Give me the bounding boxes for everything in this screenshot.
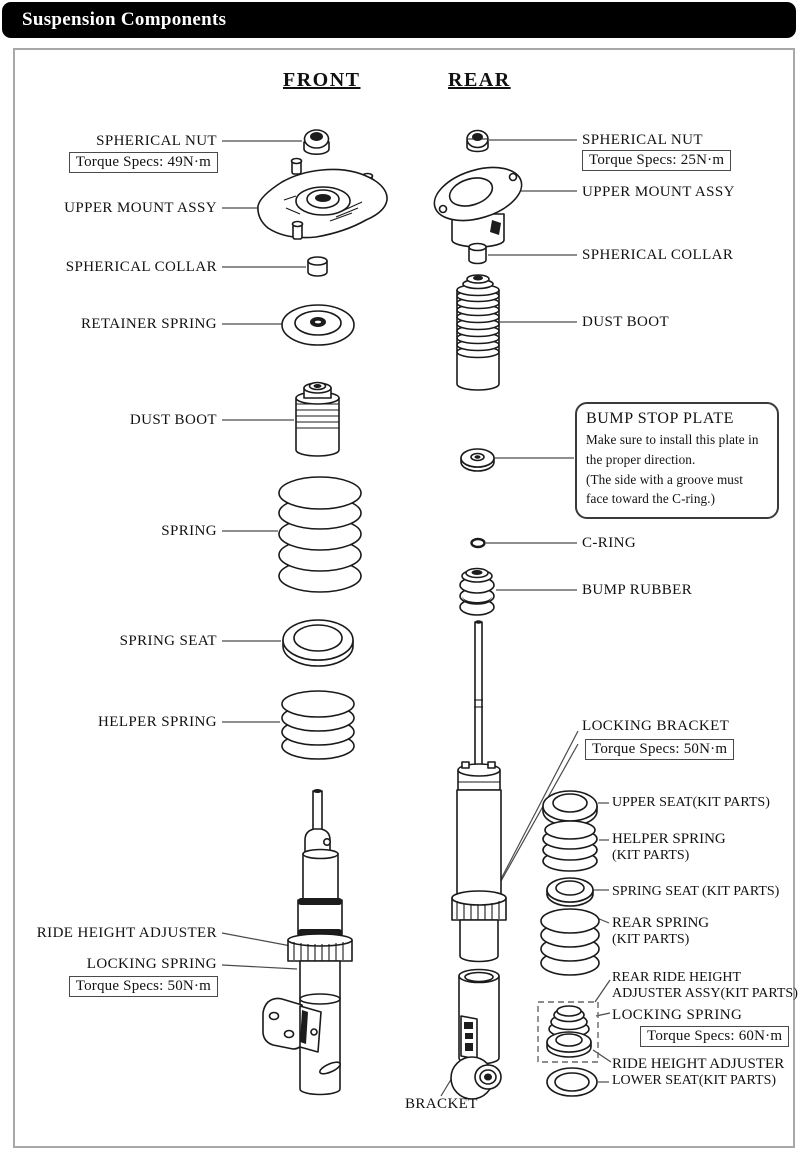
label-front-spring-seat: SPRING SEAT bbox=[119, 633, 217, 649]
rear-spring-illustration bbox=[541, 909, 599, 975]
front-retainer-spring-illustration bbox=[282, 305, 354, 345]
front-helper-spring-illustration bbox=[282, 691, 354, 759]
rear-ride-height-adjuster-assy-illustration bbox=[538, 1002, 598, 1062]
label-rear-locking-bracket: LOCKING BRACKET bbox=[582, 718, 730, 734]
front-spring-seat-illustration bbox=[283, 620, 353, 666]
label-rear-spring-seat: SPRING SEAT (KIT PARTS) bbox=[612, 884, 780, 899]
bump-stop-plate-note2: (The side with a groove must face toward the C-ring.) bbox=[586, 471, 743, 507]
label-rear-ride-height-adjuster-assy bbox=[612, 970, 798, 1002]
rear-spherical-collar-illustration bbox=[469, 244, 486, 264]
rear-dust-boot-illustration bbox=[457, 275, 499, 390]
bump-stop-plate-title: BUMP STOP PLATE bbox=[586, 410, 734, 427]
label-rear-spring bbox=[612, 915, 709, 948]
label-rear-spring-line1: REAR SPRING bbox=[612, 915, 710, 931]
bump-stop-plate-note bbox=[575, 402, 779, 519]
rear-spring-seat-illustration bbox=[547, 878, 593, 906]
label-front-upper-mount-assy: UPPER MOUNT ASSY bbox=[64, 200, 217, 216]
front-spherical-collar-illustration bbox=[308, 257, 327, 276]
label-rear-spherical-nut: SPHERICAL NUT bbox=[582, 132, 703, 148]
page-title: Suspension Components bbox=[2, 2, 796, 38]
front-spring-illustration bbox=[279, 477, 361, 592]
label-rear-dust-boot: DUST BOOT bbox=[582, 314, 670, 330]
rear-spherical-nut-illustration bbox=[467, 131, 488, 152]
torque-rear-locking-bracket: Torque Specs: 50N·m bbox=[585, 739, 734, 760]
label-front-retainer-spring: RETAINER SPRING bbox=[80, 316, 217, 332]
label-rear-locking-spring: LOCKING SPRING bbox=[612, 1007, 743, 1023]
label-front-dust-boot: DUST BOOT bbox=[129, 412, 217, 428]
label-front-spring: SPRING bbox=[161, 523, 217, 539]
label-rear-helper-spring-line2: (KIT PARTS) bbox=[612, 848, 690, 864]
rear-bump-stop-plate-illustration bbox=[461, 449, 494, 471]
label-rear-bump-rubber: BUMP RUBBER bbox=[582, 582, 693, 598]
torque-rear-locking-spring: Torque Specs: 60N·m bbox=[640, 1026, 789, 1047]
label-rear-c-ring: C-RING bbox=[582, 535, 637, 551]
front-upper-mount-illustration bbox=[258, 159, 387, 240]
front-spherical-nut-illustration bbox=[304, 130, 329, 154]
label-rear-helper-spring bbox=[612, 831, 726, 864]
torque-front-locking-spring: Torque Specs: 50N·m bbox=[69, 976, 218, 997]
label-front-spherical-collar: SPHERICAL COLLAR bbox=[65, 259, 217, 275]
torque-rear-spherical-nut: Torque Specs: 25N·m bbox=[582, 150, 731, 171]
label-rear-spherical-collar: SPHERICAL COLLAR bbox=[582, 247, 734, 263]
front-column-header: FRONT bbox=[283, 69, 361, 91]
label-rear-upper-mount-assy: UPPER MOUNT ASSY bbox=[582, 184, 735, 200]
label-front-spherical-nut: SPHERICAL NUT bbox=[96, 133, 217, 149]
label-front-ride-height-adjuster: RIDE HEIGHT ADJUSTER bbox=[36, 925, 217, 941]
label-front-locking-spring: LOCKING SPRING bbox=[86, 956, 217, 972]
front-dust-boot-illustration bbox=[296, 383, 339, 457]
torque-front-spherical-nut: Torque Specs: 49N·m bbox=[69, 152, 218, 173]
rear-lower-seat-illustration bbox=[547, 1068, 597, 1096]
label-rear-ride-height-assy-line1: REAR RIDE HEIGHT bbox=[612, 970, 742, 985]
label-rear-upper-seat: UPPER SEAT(KIT PARTS) bbox=[612, 795, 770, 810]
rear-bump-rubber-illustration bbox=[460, 569, 494, 616]
label-front-helper-spring: HELPER SPRING bbox=[98, 714, 217, 730]
label-rear-spring-line2: (KIT PARTS) bbox=[612, 932, 690, 948]
label-rear-bracket: BRACKET bbox=[405, 1096, 478, 1112]
label-rear-ride-height-adjuster: RIDE HEIGHT ADJUSTER bbox=[612, 1056, 785, 1072]
rear-c-ring-illustration bbox=[472, 539, 485, 547]
rear-helper-spring-illustration bbox=[543, 821, 597, 871]
rear-shock-absorber-illustration bbox=[451, 620, 506, 1099]
label-rear-helper-spring-line1: HELPER SPRING bbox=[612, 831, 726, 847]
rear-column-header: REAR bbox=[448, 69, 511, 91]
bump-stop-plate-note1: Make sure to install this plate in the proper direction. bbox=[586, 432, 759, 467]
rear-upper-mount-illustration bbox=[428, 158, 528, 247]
front-strut-illustration bbox=[263, 789, 352, 1095]
label-rear-lower-seat: LOWER SEAT(KIT PARTS) bbox=[612, 1073, 777, 1088]
label-rear-ride-height-assy-line2: ADJUSTER ASSY(KIT PARTS) bbox=[612, 986, 798, 1002]
